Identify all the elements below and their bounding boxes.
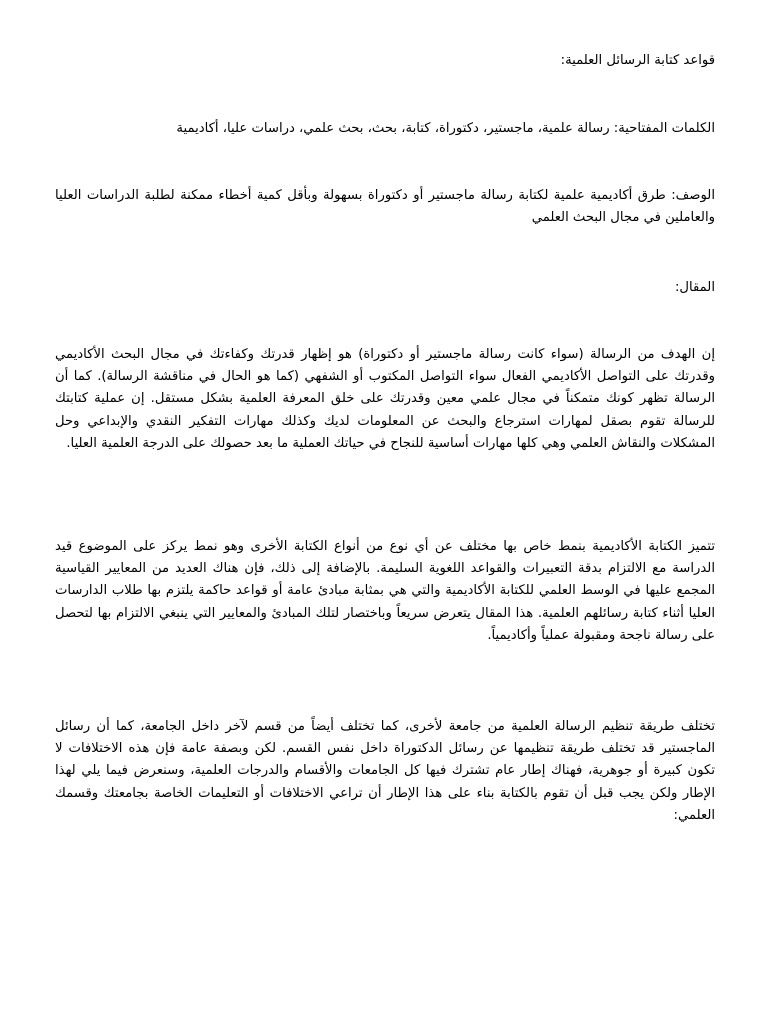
description-paragraph: الوصف: طرق أكاديمية علمية لكتابة رسالة ماجستير أو دكتوراة بسهولة وبأقل كمية أخطاء ممكنة لطلبة الدراسات العليا والعاملين في مجال البحث العلمي — [55, 188, 715, 226]
body-paragraph-1: إن الهدف من الرسالة (سواء كانت رسالة ماجستير أو دكتوراة) هو إظهار قدرتك وكفاءتك في مجال البحث الأكاديمي وقدرتك على التواصل الأكاديمي الفعال سواء التواصل المكتوب أو الشفهي (كما هو الحال في مناقشة الرسالة). كما أن الرسالة تظهر كونك متمكناً في مجال علمي معين وقدرتك على خلق المعرفة العلمية بشكل مستقل. إن عملية كتابتك للرسالة تقوم بصقل لمهارات استرجاع والبحث عن المعلومات لديك وكذلك مهارات التفكير النقدي والإبداعي وحل المشكلات والنقاش العلمي وهي كلها مهارات أساسية للنجاح في حياتك العملية ما بعد حصولك على الدرجة العلمية العليا. — [55, 347, 715, 451]
article-label: المقال: — [674, 280, 715, 295]
document-page — [55, 0, 715, 1024]
document-title: قواعد كتابة الرسائل العلمية: — [560, 53, 715, 68]
body-paragraph-3: تختلف طريقة تنظيم الرسالة العلمية من جامعة لأخرى، كما تختلف أيضاً من قسم لآخر داخل الجامعة، كما أن رسائل الماجستير قد تختلف طريقة تنظيمها عن رسائل الدكتوراة داخل نفس القسم. لكن وبصفة عامة فإن هذه الاختلافات لا تكون كبيرة أو جوهرية، فهناك إطار عام تشترك فيها كل الجامعات والأقسام والدرجات العلمية، وسنعرض فيما يلي لهذا الإطار ولكن يجب قبل أن تقوم بالكتابة بناء على هذا الإطار أن تراعي الاختلافات أو التعليمات الخاصة بجامعتك وقسمك العلمي: — [55, 719, 715, 823]
keywords-line: الكلمات المفتاحية: رسالة علمية، ماجستير، دكتوراة، كتابة، بحث، بحث علمي، دراسات عليا، أكاديمية — [176, 121, 715, 136]
body-paragraph-2: تتميز الكتابة الأكاديمية بنمط خاص بها مختلف عن أي نوع من أنواع الكتابة الأخرى وهو نمط يركز على الموضوع قيد الدراسة مع الالتزام بدقة التعبيرات والقواعد اللغوية السليمة. بالإضافة إلى ذلك، فإن هناك العديد من المعايير القياسية المجمع عليها في الوسط العلمي للكتابة الأكاديمية والتي هي بمثابة مبادئ عامة أو قواعد حاكمة يلتزم بها طلاب الدارسات العليا أثناء كتابة رسائلهم العلمية. هذا المقال يتعرض سريعاً وباختصار لتلك المبادئ والمعايير التي ينبغي الالتزام بها لتحصل على رسالة ناجحة ومقبولة عملياً وأكاديمياً. — [55, 539, 715, 643]
